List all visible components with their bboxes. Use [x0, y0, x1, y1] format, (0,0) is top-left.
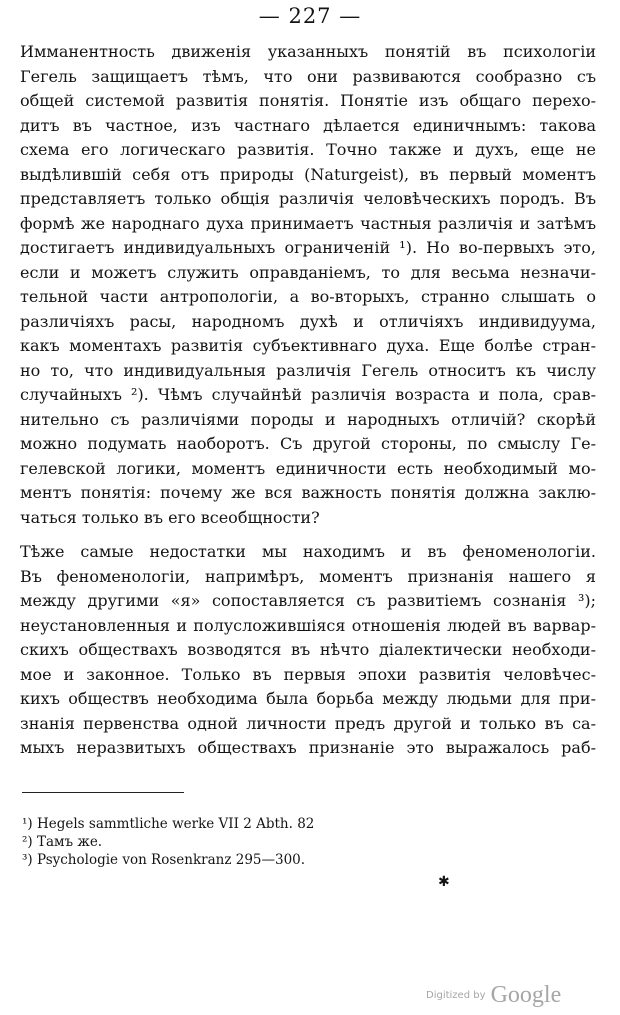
text-line: достигаетъ индивидуальныхъ ограниченій ¹). Но во-первыхъ это, [20, 238, 596, 257]
text-line: нительно съ различіями породы и народныхъ отличій? скорѣй [20, 409, 596, 429]
text-line: чаться только въ его всеобщности? [20, 507, 320, 527]
footnote-divider [22, 792, 184, 793]
text-line: знанія первенства одной личности предъ другой и только въ са- [20, 713, 596, 733]
footnote-1: ¹) Hegels sammtliche werke VII 2 Abth. 82 [22, 816, 315, 832]
text-line: мыхъ неразвитыхъ обществахъ признаніе это выражалось раб- [20, 738, 596, 757]
text-line: если и можетъ служить оправданіемъ, то для весьма незначи- [20, 262, 596, 282]
paragraph-1 [20, 40, 596, 530]
paragraph-2 [20, 540, 596, 761]
text-line: Имманентность движенія указанныхъ понятій въ психологіи [20, 42, 596, 61]
text-line: общей системой развитія понятія. Понятіе изъ общаго перехо- [20, 91, 596, 110]
text-line: но то, что индивидуальныя различія Гегель относитъ къ числу [20, 360, 596, 380]
page-number: — 227 — [258, 4, 362, 28]
text-line: ментъ понятія: почему же вся важность понятія должна заклю- [20, 483, 596, 502]
text-line: схема его логическаго развитія. Точно также и духъ, еще не [20, 140, 596, 159]
text-line: формѣ же народнаго духа принимаетъ частныя различія и затѣмъ [20, 213, 596, 233]
digitized-watermark [426, 982, 561, 1009]
text-line: мое и законное. Только въ первыя эпохи развитія человѣчес- [20, 664, 596, 684]
watermark-prefix: Digitized by [426, 990, 486, 1001]
asterisk-ornament-icon: ✱ [438, 874, 450, 890]
text-line: тельной части антропологіи, а во-вторыхъ, странно слышать о [20, 287, 596, 306]
text-line: Гегель защищаетъ тѣмъ, что они развиваются сообразно съ [20, 66, 596, 86]
footnote-3: ³) Psychologie von Rosenkranz 295—300. [22, 852, 306, 868]
text-line: дитъ въ частное, изъ частнаго дѣлается единичнымъ: такова [20, 115, 596, 135]
text-line: Въ феноменологіи, напримѣръ, моментъ признанія нашего я [20, 566, 596, 586]
text-line: можно подумать наоборотъ. Съ другой стороны, по смыслу Ге- [20, 434, 596, 453]
text-line: кихъ обществъ необходима была борьба между людьми для при- [20, 689, 596, 708]
text-line: какъ моментахъ развитія субъективнаго духа. Еще болѣе стран- [20, 336, 596, 355]
text-line: Тѣже самые недостатки мы находимъ и въ феноменологіи. [20, 542, 596, 561]
footnotes [22, 815, 442, 869]
text-line: гелевской логики, моментъ единичности есть необходимый мо- [20, 458, 596, 478]
text-line: представляетъ только общія различія человѣческихъ породъ. Въ [20, 189, 596, 208]
text-line: неустановленныя и полусложившіяся отношенія людей въ варвар- [20, 615, 596, 635]
text-line: между другими «я» сопоставляется съ развитіемъ сознанія ³); [20, 591, 596, 610]
text-line: различіяхъ расы, народномъ духѣ и отличіяхъ индивидуума, [20, 311, 596, 331]
footnote-2: ²) Тамъ же. [22, 834, 103, 850]
text-line: скихъ обществахъ возводятся въ нѣчто діалектически необходи- [20, 640, 596, 659]
google-logo-icon: Google [490, 982, 562, 1008]
text-line: выдѣлившій себя отъ природы (Naturgeist), въ первый моментъ [20, 164, 596, 184]
text-line: случайныхъ ²). Чѣмъ случайнѣй различія возраста и пола, срав- [20, 385, 596, 404]
